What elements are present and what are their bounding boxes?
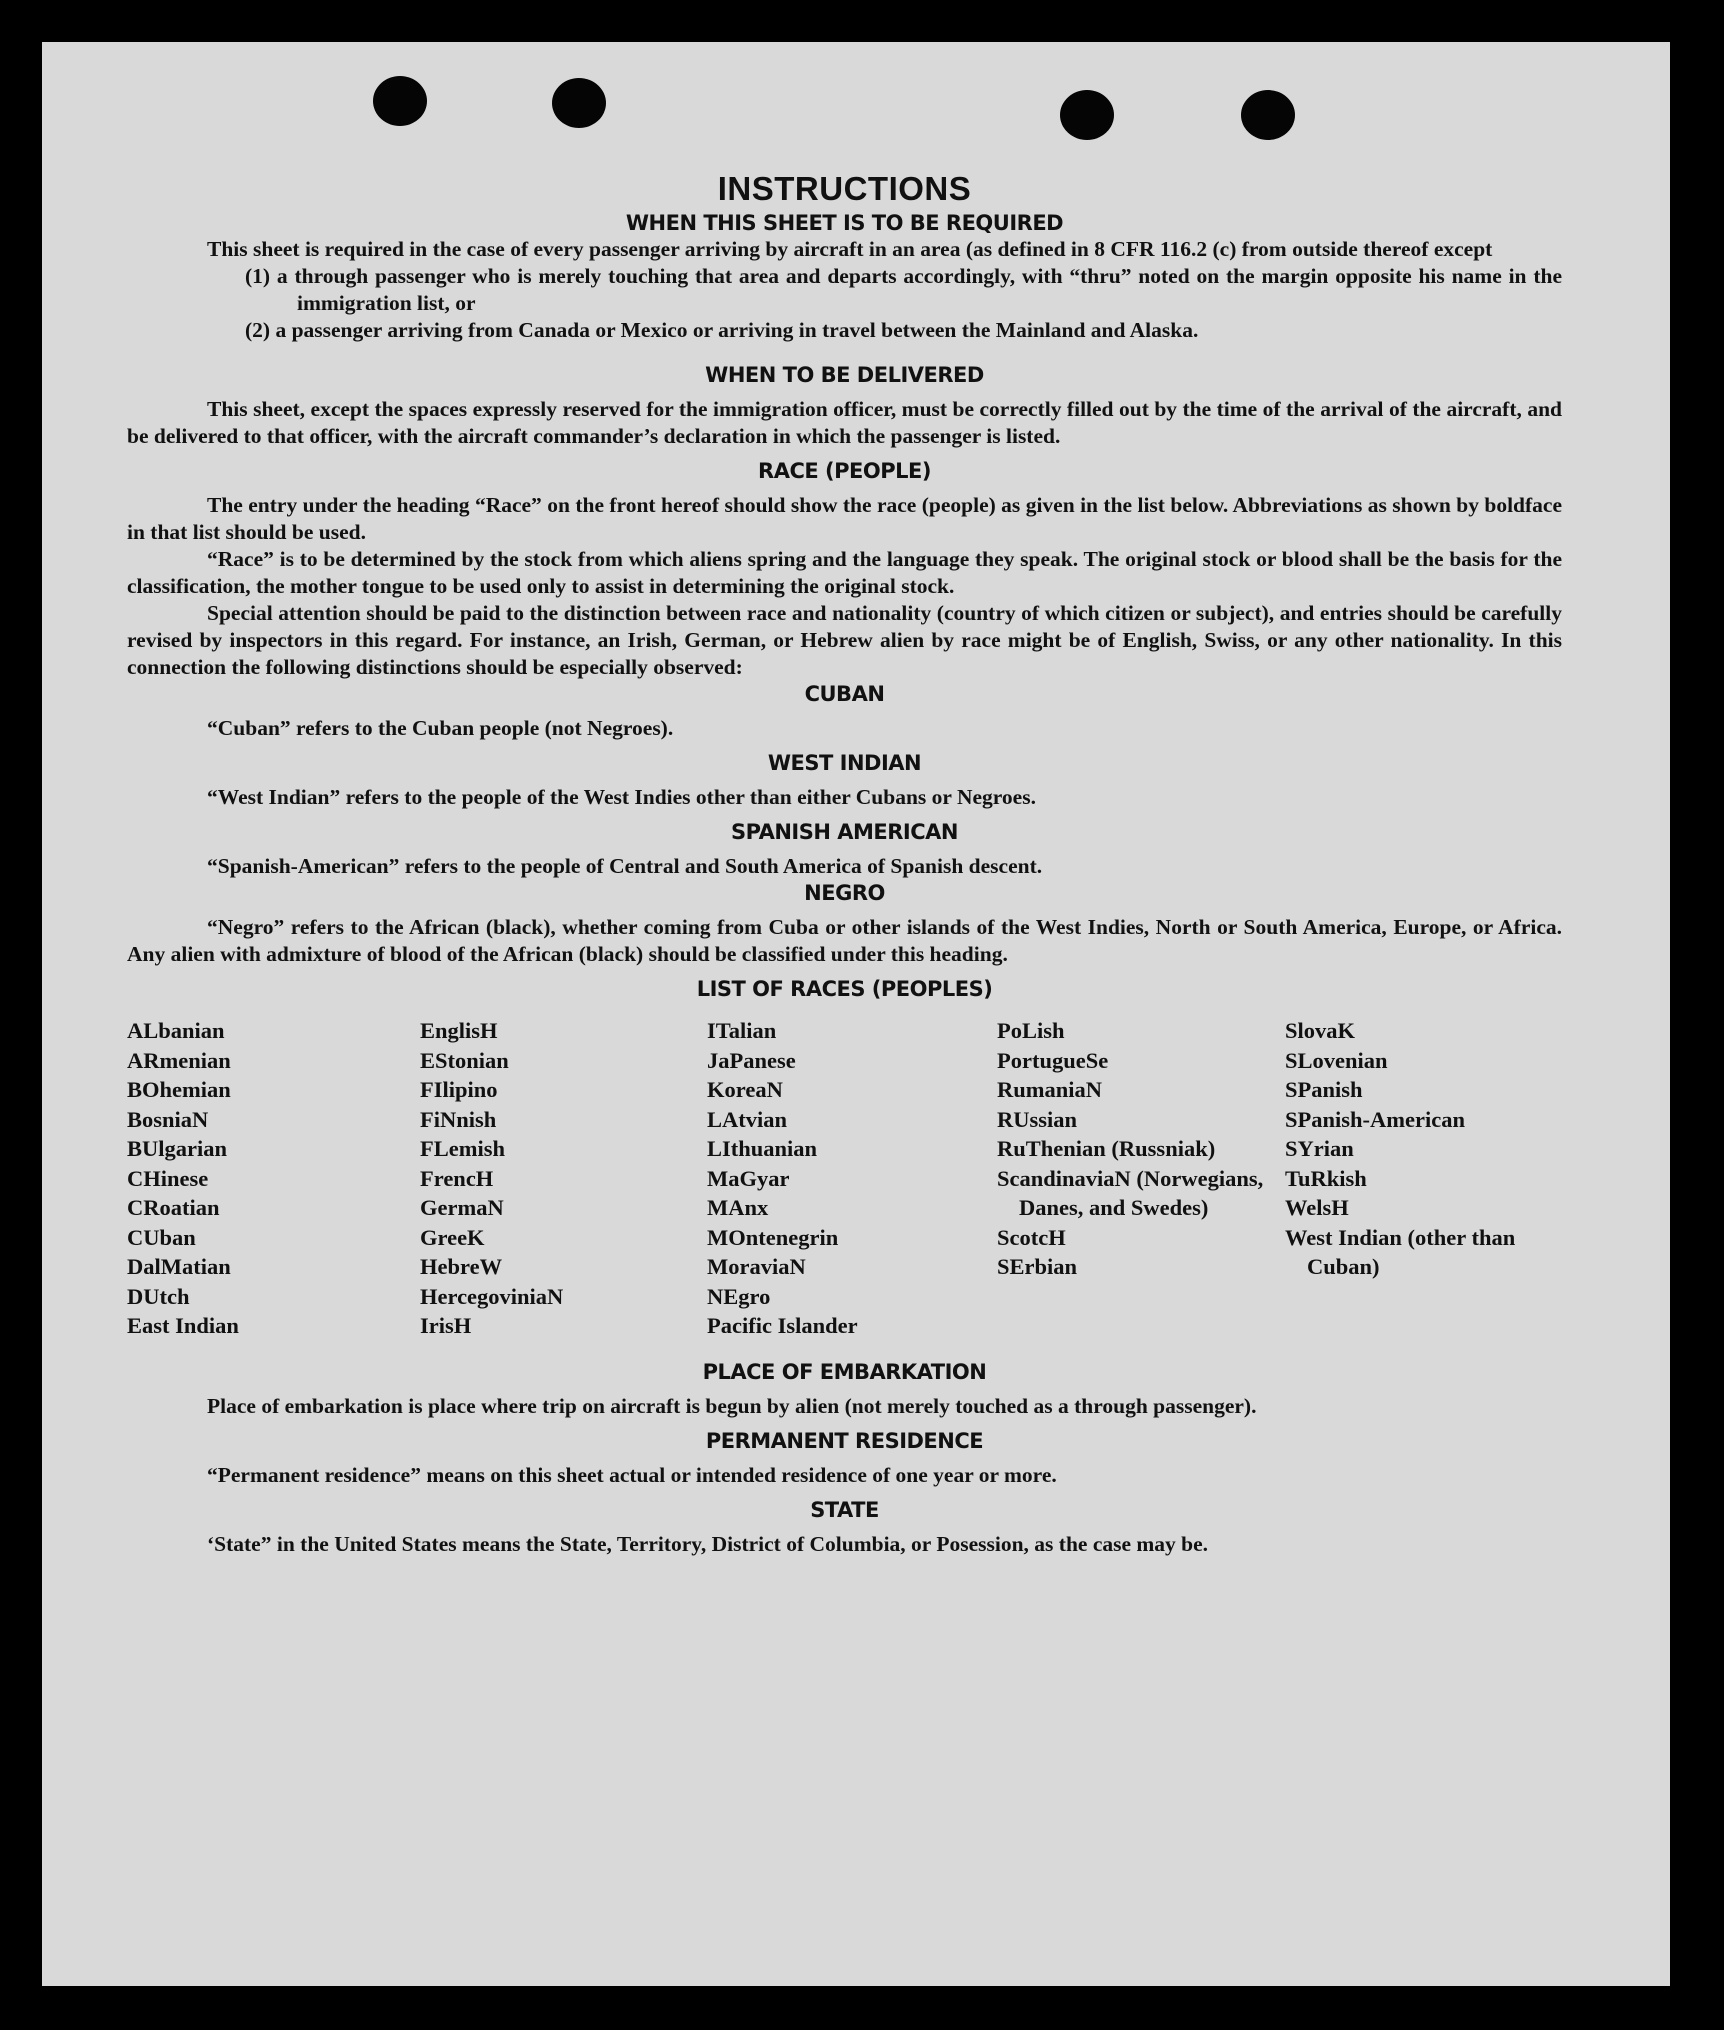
embarkation-text: Place of embarkation is place where trip on aircraft is begun by alien (not merely touched as a through passenger). [207, 1393, 1257, 1418]
spanish-american-text: “Spanish-American” refers to the people of Central and South America of Spanish descent. [207, 854, 1043, 878]
race-entry: RumaniaN [997, 1077, 1103, 1102]
race-entry: ScotcH [997, 1224, 1066, 1250]
race-entry: MaGyar [707, 1165, 790, 1191]
race-entry: MOntenegrin [707, 1224, 839, 1250]
west-indian-text: “West Indian” refers to the people of the West Indies other than either Cubans or Negroes. [207, 785, 1036, 809]
punch-hole [552, 78, 606, 128]
punch-hole [1060, 90, 1114, 140]
race-entry: PoLish [997, 1018, 1065, 1043]
race-entry: EStonian [420, 1047, 509, 1073]
punch-hole [1241, 90, 1295, 140]
race-entry: ARmenian [127, 1047, 231, 1073]
races-column [997, 1016, 1285, 1341]
residence-text: “Permanent residence” means on this sheet actual or intended residence of one year or more. [207, 1462, 1057, 1487]
race-entry: BOhemian [127, 1077, 231, 1102]
required-item-2: (2) a passenger arriving from Canada or Mexico or arriving in travel between the Mainland and Alaska. [245, 318, 1199, 342]
cuban-text: “Cuban” refers to the Cuban people (not Negroes). [207, 716, 674, 740]
race-paragraph-2: “Race” is to be determined by the stock from which aliens spring and the language they speak. The original stock or blood shall be the basis for the classification, the mother tongue to be used only to assist in determining the original stock. [127, 547, 1562, 598]
race-entry: SPanish [1285, 1077, 1363, 1102]
race-paragraph-3: Special attention should be paid to the distinction between race and nationality (country of which citizen or subject), and entries should be carefully revised by inspectors in this regard. For instance, an Irish, German, or Hebrew alien by race might be of English, Swiss, or any other nationality. In this connection the following distinctions should be especially observed: [127, 601, 1562, 679]
race-paragraph-1: The entry under the heading “Race” on the front hereof should show the race (people) as given in the list below. Abbreviations as shown by boldface in that list should be used. [127, 493, 1563, 544]
heading-west-indian: WEST INDIAN [767, 751, 922, 775]
race-entry: GreeK [420, 1224, 485, 1250]
race-entry: SlovaK [1285, 1018, 1356, 1043]
heading-place-of-embarkation: PLACE OF EMBARKATION [702, 1359, 987, 1384]
race-entry: ScandinaviaN (Norwegians, Danes, and Swedes) [997, 1165, 1264, 1220]
race-entry: West Indian (other than Cuban) [1285, 1224, 1516, 1279]
heading-list-of-races: LIST OF RACES (PEOPLES) [696, 977, 993, 1001]
race-entry: LIthuanian [707, 1136, 818, 1161]
race-entry: ITalian [707, 1018, 777, 1043]
race-entry: DalMatian [127, 1254, 231, 1279]
heading-cuban: CUBAN [804, 682, 885, 706]
state-text: ‘State” in the United States means the State, Territory, District of Columbia, or Posession, as the case may be. [207, 1531, 1209, 1556]
race-entry: WelsH [1285, 1195, 1349, 1220]
punch-hole [373, 76, 427, 126]
race-entry: HebreW [420, 1254, 503, 1279]
race-entry: SYrian [1285, 1136, 1354, 1161]
race-entry: IrisH [420, 1313, 472, 1338]
race-entry: MAnx [707, 1195, 769, 1220]
races-column [420, 1016, 707, 1341]
heading-negro: NEGRO [804, 881, 885, 905]
instructions-body [127, 170, 1562, 1558]
race-entry: RuThenian (Russniak) [997, 1136, 1216, 1161]
race-entry: MoraviaN [707, 1254, 806, 1279]
page-title: INSTRUCTIONS [717, 170, 972, 207]
heading-spanish-american: SPANISH AMERICAN [731, 820, 958, 844]
heading-when-required: WHEN THIS SHEET IS TO BE REQUIRED [625, 211, 1064, 235]
race-entry: SErbian [997, 1254, 1078, 1279]
races-column [127, 1016, 420, 1341]
heading-race: RACE (PEOPLE) [758, 459, 931, 483]
race-entry: CUban [127, 1224, 196, 1250]
races-column [707, 1016, 997, 1341]
race-entry: BUlgarian [127, 1136, 228, 1161]
race-entry: CRoatian [127, 1195, 220, 1220]
required-intro: This sheet is required in the case of every passenger arriving by aircraft in an area (as defined in 8 CFR 116.2 (c) from outside thereof except [207, 237, 1493, 261]
race-entry: East Indian [127, 1313, 239, 1338]
heading-permanent-residence: PERMANENT RESIDENCE [705, 1428, 984, 1453]
race-entry: FrencH [420, 1165, 494, 1191]
race-entry: NEgro [707, 1283, 771, 1309]
race-entry: EnglisH [420, 1018, 498, 1043]
race-entry: CHinese [127, 1165, 209, 1191]
delivered-text: This sheet, except the spaces expressly reserved for the immigration officer, must be correctly filled out by the time of the arrival of the aircraft, and be delivered to that officer, with the aircraft commander’s declaration in which the passenger is listed. [127, 397, 1562, 448]
heading-when-delivered: WHEN TO BE DELIVERED [705, 363, 984, 387]
races-list [127, 1016, 1562, 1341]
race-entry: FIlipino [420, 1077, 498, 1102]
race-entry: FiNnish [420, 1106, 497, 1132]
race-entry: Pacific Islander [707, 1313, 858, 1338]
heading-state: STATE [810, 1497, 879, 1522]
negro-text: “Negro” refers to the African (black), whether coming from Cuba or other islands of the West Indies, North or South America, Europe, or Africa. Any alien with admixture of blood of the African (black) should be classified under this heading. [127, 915, 1562, 966]
race-entry: DUtch [127, 1283, 190, 1309]
race-entry: PortugueSe [997, 1047, 1109, 1073]
race-entry: JaPanese [707, 1047, 796, 1073]
race-entry: BosniaN [127, 1106, 209, 1132]
race-entry: TuRkish [1285, 1165, 1367, 1191]
race-entry: HercegoviniaN [420, 1283, 564, 1309]
race-entry: RUssian [997, 1106, 1078, 1132]
race-entry: SLovenian [1285, 1047, 1388, 1073]
race-entry: SPanish-American [1285, 1106, 1465, 1132]
races-column [1285, 1016, 1562, 1341]
document-page [42, 42, 1670, 1986]
race-entry: KoreaN [707, 1077, 783, 1102]
race-entry: FLemish [420, 1136, 506, 1161]
race-entry: LAtvian [707, 1106, 788, 1132]
race-entry: ALbanian [127, 1018, 225, 1043]
required-item-1: (1) a through passenger who is merely touching that area and departs accordingly, with “thru” noted on the margin opposite his name in the immigration list, or [245, 264, 1562, 315]
race-entry: GermaN [420, 1195, 504, 1220]
